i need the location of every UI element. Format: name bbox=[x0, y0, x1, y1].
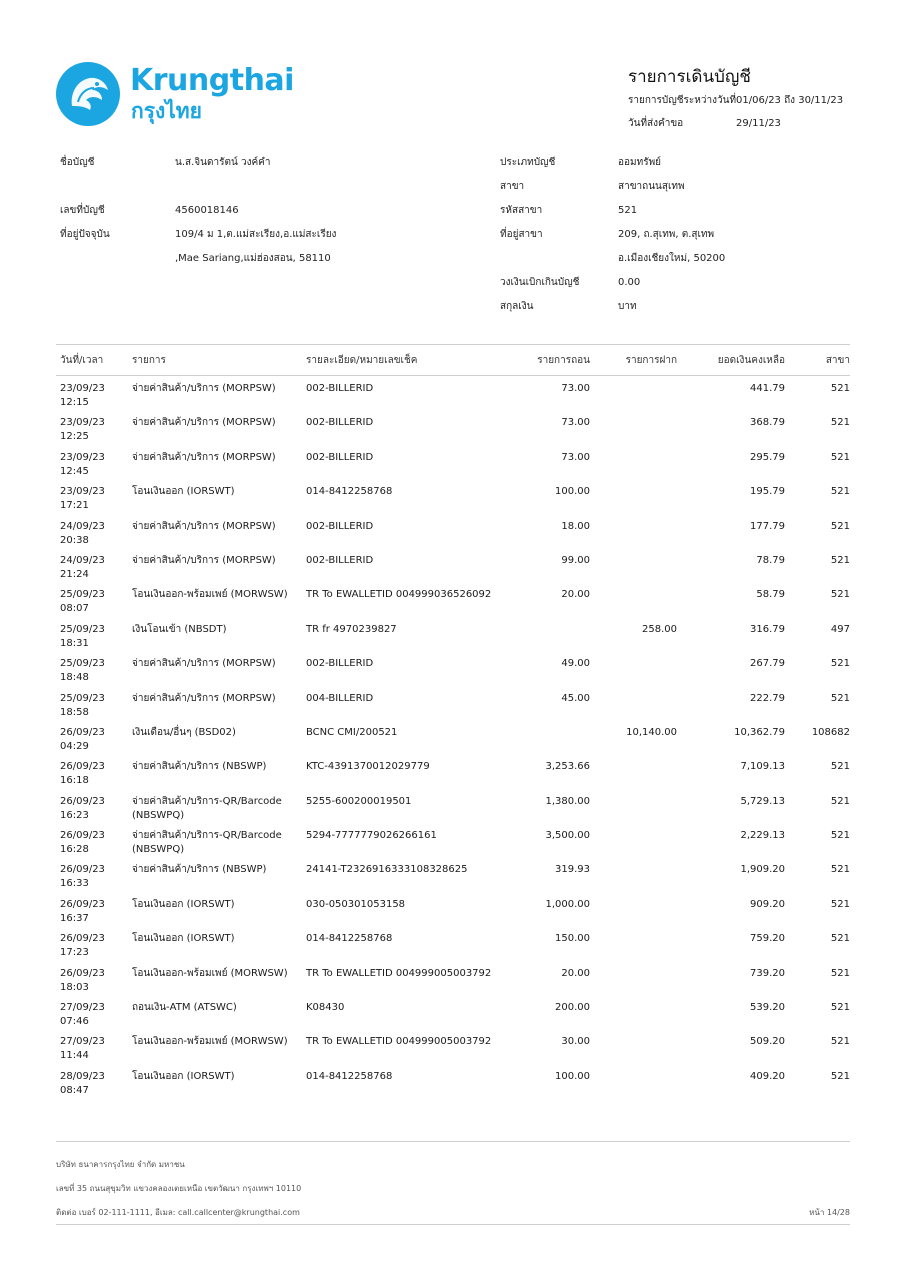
row-date: 26/09/23 bbox=[60, 761, 105, 773]
type-cell: จ่ายค่าสินค้า/บริการ (MORPSW) bbox=[132, 658, 276, 670]
currency-value: บาท bbox=[618, 301, 637, 312]
branch-cell: 497 bbox=[830, 623, 850, 635]
row-time: 18:31 bbox=[60, 637, 89, 649]
detail-cell: K08430 bbox=[306, 1002, 345, 1014]
withdraw-cell: 73.00 bbox=[561, 417, 590, 429]
row-date: 26/09/23 bbox=[60, 795, 105, 807]
address-label: ที่อยู่ปัจจุบัน bbox=[60, 229, 110, 240]
row-date: 26/09/23 bbox=[60, 933, 105, 945]
address-line1: 109/4 ม 1,ต.แม่สะเรียง,อ.แม่สะเรียง bbox=[175, 229, 337, 240]
branch-cell: 521 bbox=[830, 1070, 850, 1082]
date-cell bbox=[60, 554, 122, 582]
table-row bbox=[56, 1064, 850, 1098]
period-value: 01/06/23 ถึง 30/11/23 bbox=[736, 95, 844, 106]
row-time: 11:44 bbox=[60, 1050, 89, 1062]
date-cell bbox=[60, 623, 122, 651]
row-date: 27/09/23 bbox=[60, 1002, 105, 1014]
withdraw-cell: 1,380.00 bbox=[545, 795, 590, 807]
table-body bbox=[56, 376, 850, 1098]
krungthai-bird-icon bbox=[56, 62, 120, 126]
row-time: 12:15 bbox=[60, 397, 89, 408]
row-time: 18:58 bbox=[60, 706, 89, 718]
table-row bbox=[56, 651, 850, 685]
withdraw-cell: 18.00 bbox=[561, 520, 590, 532]
branch-cell: 108682 bbox=[811, 726, 850, 738]
date-cell bbox=[60, 692, 122, 720]
balance-cell: 78.79 bbox=[756, 554, 785, 566]
brand-name-en: Krungthai bbox=[130, 63, 294, 98]
branch-cell: 521 bbox=[830, 1036, 850, 1048]
table-row bbox=[56, 376, 850, 410]
header-withdraw: รายการถอน bbox=[537, 355, 590, 366]
branch-cell: 521 bbox=[830, 417, 850, 429]
balance-cell: 739.20 bbox=[750, 967, 785, 979]
header-branch: สาขา bbox=[825, 355, 850, 366]
row-date: 24/09/23 bbox=[60, 554, 105, 566]
footer-contact: ติดต่อ เบอร์ 02-111-1111, อีเมล: call.callcenter@krungthai.com bbox=[56, 1208, 300, 1217]
balance-cell: 5,729.13 bbox=[740, 795, 785, 807]
account-type-label: ประเภทบัญชี bbox=[500, 157, 556, 168]
detail-cell: KTC-4391370012029779 bbox=[306, 761, 430, 773]
date-cell bbox=[60, 795, 122, 823]
row-date: 28/09/23 bbox=[60, 1070, 105, 1082]
date-cell bbox=[60, 760, 122, 788]
row-date: 26/09/23 bbox=[60, 726, 105, 738]
balance-cell: 368.79 bbox=[750, 417, 785, 429]
branch-cell: 521 bbox=[830, 1002, 850, 1014]
row-time: 17:21 bbox=[60, 500, 89, 512]
branch-address-label: ที่อยู่สาขา bbox=[500, 229, 543, 240]
page-number: หน้า 14/28 bbox=[809, 1208, 850, 1217]
withdraw-cell: 319.93 bbox=[555, 864, 590, 876]
detail-cell: 5294-7777779026266161 bbox=[306, 830, 437, 842]
balance-cell: 2,229.13 bbox=[740, 830, 785, 842]
withdraw-cell: 150.00 bbox=[555, 933, 590, 945]
row-date: 25/09/23 bbox=[60, 623, 105, 635]
row-time: 18:48 bbox=[60, 672, 89, 684]
type-cell: จ่ายค่าสินค้า/บริการ (MORPSW) bbox=[132, 692, 276, 704]
row-date: 26/09/23 bbox=[60, 967, 105, 979]
row-time: 21:24 bbox=[60, 568, 89, 580]
balance-cell: 909.20 bbox=[750, 898, 785, 910]
header-type: รายการ bbox=[132, 355, 166, 366]
date-cell bbox=[60, 451, 122, 479]
date-cell bbox=[60, 1070, 122, 1098]
brand-name-th: กรุงไทย bbox=[131, 99, 202, 123]
type-cell: จ่ายค่าสินค้า/บริการ (MORPSW) bbox=[132, 451, 276, 463]
krungthai-logo bbox=[56, 62, 294, 132]
table-row bbox=[56, 1029, 850, 1063]
type-cell: โอนเงินออก (IORSWT) bbox=[132, 1070, 235, 1082]
withdraw-cell: 73.00 bbox=[561, 383, 590, 394]
date-cell bbox=[60, 657, 122, 685]
branch-cell: 521 bbox=[830, 554, 850, 566]
type-cell: โอนเงินออก (IORSWT) bbox=[132, 933, 235, 945]
type-cell: จ่ายค่าสินค้า/บริการ (MORPSW) bbox=[132, 417, 276, 429]
transaction-table bbox=[56, 344, 850, 1098]
balance-cell: 409.20 bbox=[750, 1070, 785, 1082]
row-time: 16:37 bbox=[60, 912, 89, 924]
row-date: 23/09/23 bbox=[60, 417, 105, 429]
detail-cell: 002-BILLERID bbox=[306, 554, 374, 566]
account-number-value: 4560018146 bbox=[175, 205, 239, 216]
footer-divider-top bbox=[56, 1141, 850, 1142]
branch-address-line2: อ.เมืองเชียงใหม่, 50200 bbox=[618, 253, 726, 264]
row-time: 12:45 bbox=[60, 465, 89, 477]
balance-cell: 509.20 bbox=[750, 1036, 785, 1048]
branch-cell: 521 bbox=[830, 933, 850, 945]
row-time: 04:29 bbox=[60, 740, 89, 752]
date-cell bbox=[60, 1035, 122, 1063]
type-cell: โอนเงินออก-พร้อมเพย์ (MORWSW) bbox=[132, 967, 288, 979]
header-detail: รายละเอียด/หมายเลขเช็ค bbox=[306, 355, 418, 366]
table-row bbox=[56, 823, 850, 857]
footer-company: บริษัท ธนาคารกรุงไทย จำกัด มหาชน bbox=[56, 1160, 185, 1169]
type-cell: จ่ายค่าสินค้า/บริการ-QR/Barcode (NBSWPQ) bbox=[132, 795, 282, 821]
detail-cell: 004-BILLERID bbox=[306, 692, 374, 704]
overdraft-value: 0.00 bbox=[618, 277, 641, 288]
type-cell: ถอนเงิน-ATM (ATSWC) bbox=[132, 1002, 237, 1014]
branch-cell: 521 bbox=[830, 658, 850, 670]
branch-cell: 521 bbox=[830, 589, 850, 601]
request-date-label: วันที่ส่งคำขอ bbox=[628, 118, 684, 129]
branch-cell: 521 bbox=[830, 383, 850, 394]
branch-address-line1: 209, ถ.สุเทพ, ต.สุเทพ bbox=[618, 229, 715, 240]
detail-cell: TR fr 4970239827 bbox=[306, 623, 397, 635]
withdraw-cell: 99.00 bbox=[561, 554, 590, 566]
date-cell bbox=[60, 1001, 122, 1029]
row-date: 26/09/23 bbox=[60, 830, 105, 842]
table-row bbox=[56, 754, 850, 788]
balance-cell: 759.20 bbox=[750, 933, 785, 945]
table-header bbox=[56, 344, 850, 376]
account-type-value: ออมทรัพย์ bbox=[618, 157, 662, 168]
table-row bbox=[56, 926, 850, 960]
row-time: 18:03 bbox=[60, 981, 89, 993]
branch-code-value: 521 bbox=[618, 205, 638, 216]
row-time: 16:28 bbox=[60, 844, 89, 856]
table-row bbox=[56, 720, 850, 754]
header-deposit: รายการฝาก bbox=[625, 355, 677, 366]
currency-label: สกุลเงิน bbox=[500, 301, 534, 312]
branch-cell: 521 bbox=[830, 451, 850, 463]
table-row bbox=[56, 892, 850, 926]
footer-address: เลขที่ 35 ถนนสุขุมวิท แขวงคลองเตยเหนือ เขตวัฒนา กรุงเทพฯ 10110 bbox=[56, 1184, 302, 1193]
branch-cell: 521 bbox=[830, 520, 850, 532]
balance-cell: 1,909.20 bbox=[740, 864, 785, 876]
row-date: 26/09/23 bbox=[60, 898, 105, 910]
balance-cell: 10,362.79 bbox=[734, 726, 785, 738]
table-row bbox=[56, 617, 850, 651]
page-title: รายการเดินบัญชี bbox=[628, 67, 751, 87]
date-cell bbox=[60, 967, 122, 995]
branch-cell: 521 bbox=[830, 486, 850, 498]
account-number-label: เลขที่บัญชี bbox=[60, 205, 105, 216]
row-time: 17:23 bbox=[60, 947, 89, 959]
row-date: 26/09/23 bbox=[60, 864, 105, 876]
deposit-cell: 10,140.00 bbox=[626, 726, 677, 738]
date-cell bbox=[60, 588, 122, 616]
table-row bbox=[56, 857, 850, 891]
row-date: 23/09/23 bbox=[60, 383, 105, 394]
detail-cell: 002-BILLERID bbox=[306, 383, 374, 394]
withdraw-cell: 1,000.00 bbox=[545, 898, 590, 910]
detail-cell: TR To EWALLETID 004999005003792 bbox=[306, 967, 492, 979]
balance-cell: 441.79 bbox=[750, 383, 785, 394]
row-date: 27/09/23 bbox=[60, 1036, 105, 1048]
overdraft-label: วงเงินเบิกเกินบัญชี bbox=[500, 277, 580, 288]
branch-label: สาขา bbox=[500, 181, 525, 192]
withdraw-cell: 20.00 bbox=[561, 589, 590, 601]
account-name-value: น.ส.จินดารัตน์ วงค์คำ bbox=[175, 157, 271, 168]
row-date: 25/09/23 bbox=[60, 589, 105, 601]
table-row bbox=[56, 582, 850, 616]
row-date: 23/09/23 bbox=[60, 451, 105, 463]
type-cell: เงินโอนเข้า (NBSDT) bbox=[132, 623, 227, 635]
balance-cell: 177.79 bbox=[750, 520, 785, 532]
withdraw-cell: 200.00 bbox=[555, 1002, 590, 1014]
table-row bbox=[56, 514, 850, 548]
branch-value: สาขาถนนสุเทพ bbox=[618, 181, 685, 192]
branch-code-label: รหัสสาขา bbox=[500, 205, 543, 216]
date-cell bbox=[60, 726, 122, 754]
row-time: 16:33 bbox=[60, 878, 89, 890]
branch-cell: 521 bbox=[830, 864, 850, 876]
detail-cell: 014-8412258768 bbox=[306, 486, 393, 498]
detail-cell: 014-8412258768 bbox=[306, 933, 393, 945]
withdraw-cell: 3,500.00 bbox=[545, 830, 590, 842]
date-cell bbox=[60, 863, 122, 891]
balance-cell: 195.79 bbox=[750, 486, 785, 498]
detail-cell: 002-BILLERID bbox=[306, 451, 374, 463]
detail-cell: TR To EWALLETID 004999005003792 bbox=[306, 1036, 492, 1048]
table-row bbox=[56, 686, 850, 720]
date-cell bbox=[60, 898, 122, 926]
withdraw-cell: 30.00 bbox=[561, 1036, 590, 1048]
header-balance: ยอดเงินคงเหลือ bbox=[717, 355, 785, 366]
row-date: 25/09/23 bbox=[60, 692, 105, 704]
table-row bbox=[56, 410, 850, 444]
row-time: 08:47 bbox=[60, 1084, 89, 1096]
type-cell: จ่ายค่าสินค้า/บริการ (MORPSW) bbox=[132, 554, 276, 566]
balance-cell: 7,109.13 bbox=[740, 761, 785, 773]
row-time: 07:46 bbox=[60, 1016, 89, 1028]
date-cell bbox=[60, 416, 122, 444]
detail-cell: 002-BILLERID bbox=[306, 417, 374, 429]
withdraw-cell: 73.00 bbox=[561, 451, 590, 463]
period-label: รายการบัญชีระหว่างวันที่ bbox=[628, 95, 737, 106]
type-cell: จ่ายค่าสินค้า/บริการ (NBSWP) bbox=[132, 864, 267, 876]
type-cell: โอนเงินออก-พร้อมเพย์ (MORWSW) bbox=[132, 1036, 288, 1048]
balance-cell: 295.79 bbox=[750, 451, 785, 463]
branch-cell: 521 bbox=[830, 692, 850, 704]
deposit-cell: 258.00 bbox=[642, 623, 677, 635]
type-cell: จ่ายค่าสินค้า/บริการ (MORPSW) bbox=[132, 520, 276, 532]
branch-cell: 521 bbox=[830, 795, 850, 807]
branch-cell: 521 bbox=[830, 761, 850, 773]
type-cell: โอนเงินออก-พร้อมเพย์ (MORWSW) bbox=[132, 589, 288, 601]
date-cell bbox=[60, 520, 122, 548]
date-cell bbox=[60, 829, 122, 857]
row-date: 25/09/23 bbox=[60, 658, 105, 670]
date-cell bbox=[60, 382, 122, 410]
balance-cell: 222.79 bbox=[750, 692, 785, 704]
date-cell bbox=[60, 485, 122, 513]
type-cell: เงินเดือน/อื่นๆ (BSD02) bbox=[132, 726, 236, 738]
withdraw-cell: 49.00 bbox=[561, 658, 590, 670]
row-time: 20:38 bbox=[60, 534, 89, 546]
balance-cell: 316.79 bbox=[750, 623, 785, 635]
table-row bbox=[56, 995, 850, 1029]
type-cell: โอนเงินออก (IORSWT) bbox=[132, 898, 235, 910]
table-row bbox=[56, 445, 850, 479]
detail-cell: 5255-600200019501 bbox=[306, 795, 412, 807]
withdraw-cell: 100.00 bbox=[555, 1070, 590, 1082]
table-row bbox=[56, 479, 850, 513]
detail-cell: 002-BILLERID bbox=[306, 658, 374, 670]
row-date: 24/09/23 bbox=[60, 520, 105, 532]
header-date: วันที่/เวลา bbox=[60, 355, 104, 366]
account-name-label: ชื่อบัญชี bbox=[60, 157, 95, 168]
withdraw-cell: 20.00 bbox=[561, 967, 590, 979]
branch-cell: 521 bbox=[830, 830, 850, 842]
type-cell: จ่ายค่าสินค้า/บริการ-QR/Barcode (NBSWPQ) bbox=[132, 830, 282, 856]
detail-cell: 24141-T2326916333108328625 bbox=[306, 864, 468, 876]
row-date: 23/09/23 bbox=[60, 486, 105, 498]
detail-cell: 014-8412258768 bbox=[306, 1070, 393, 1082]
request-date-value: 29/11/23 bbox=[736, 118, 781, 129]
detail-cell: 002-BILLERID bbox=[306, 520, 374, 532]
table-row bbox=[56, 961, 850, 995]
row-time: 08:07 bbox=[60, 603, 89, 615]
type-cell: จ่ายค่าสินค้า/บริการ (MORPSW) bbox=[132, 383, 276, 394]
row-time: 16:23 bbox=[60, 809, 89, 821]
branch-cell: 521 bbox=[830, 898, 850, 910]
detail-cell: 030-050301053158 bbox=[306, 898, 406, 910]
detail-cell: BCNC CMI/200521 bbox=[306, 726, 398, 738]
type-cell: โอนเงินออก (IORSWT) bbox=[132, 486, 235, 498]
withdraw-cell: 100.00 bbox=[555, 486, 590, 498]
table-row bbox=[56, 548, 850, 582]
row-time: 12:25 bbox=[60, 431, 89, 443]
branch-cell: 521 bbox=[830, 967, 850, 979]
type-cell: จ่ายค่าสินค้า/บริการ (NBSWP) bbox=[132, 761, 267, 773]
withdraw-cell: 3,253.66 bbox=[545, 761, 590, 773]
balance-cell: 267.79 bbox=[750, 658, 785, 670]
row-time: 16:18 bbox=[60, 775, 89, 787]
table-row bbox=[56, 789, 850, 823]
withdraw-cell: 45.00 bbox=[561, 692, 590, 704]
detail-cell: TR To EWALLETID 004999036526092 bbox=[306, 589, 492, 601]
address-line2: ,Mae Sariang,แม่ฮ่องสอน, 58110 bbox=[175, 253, 331, 264]
footer-divider-bottom bbox=[56, 1224, 850, 1225]
balance-cell: 58.79 bbox=[756, 589, 785, 601]
date-cell bbox=[60, 932, 122, 960]
balance-cell: 539.20 bbox=[750, 1002, 785, 1014]
